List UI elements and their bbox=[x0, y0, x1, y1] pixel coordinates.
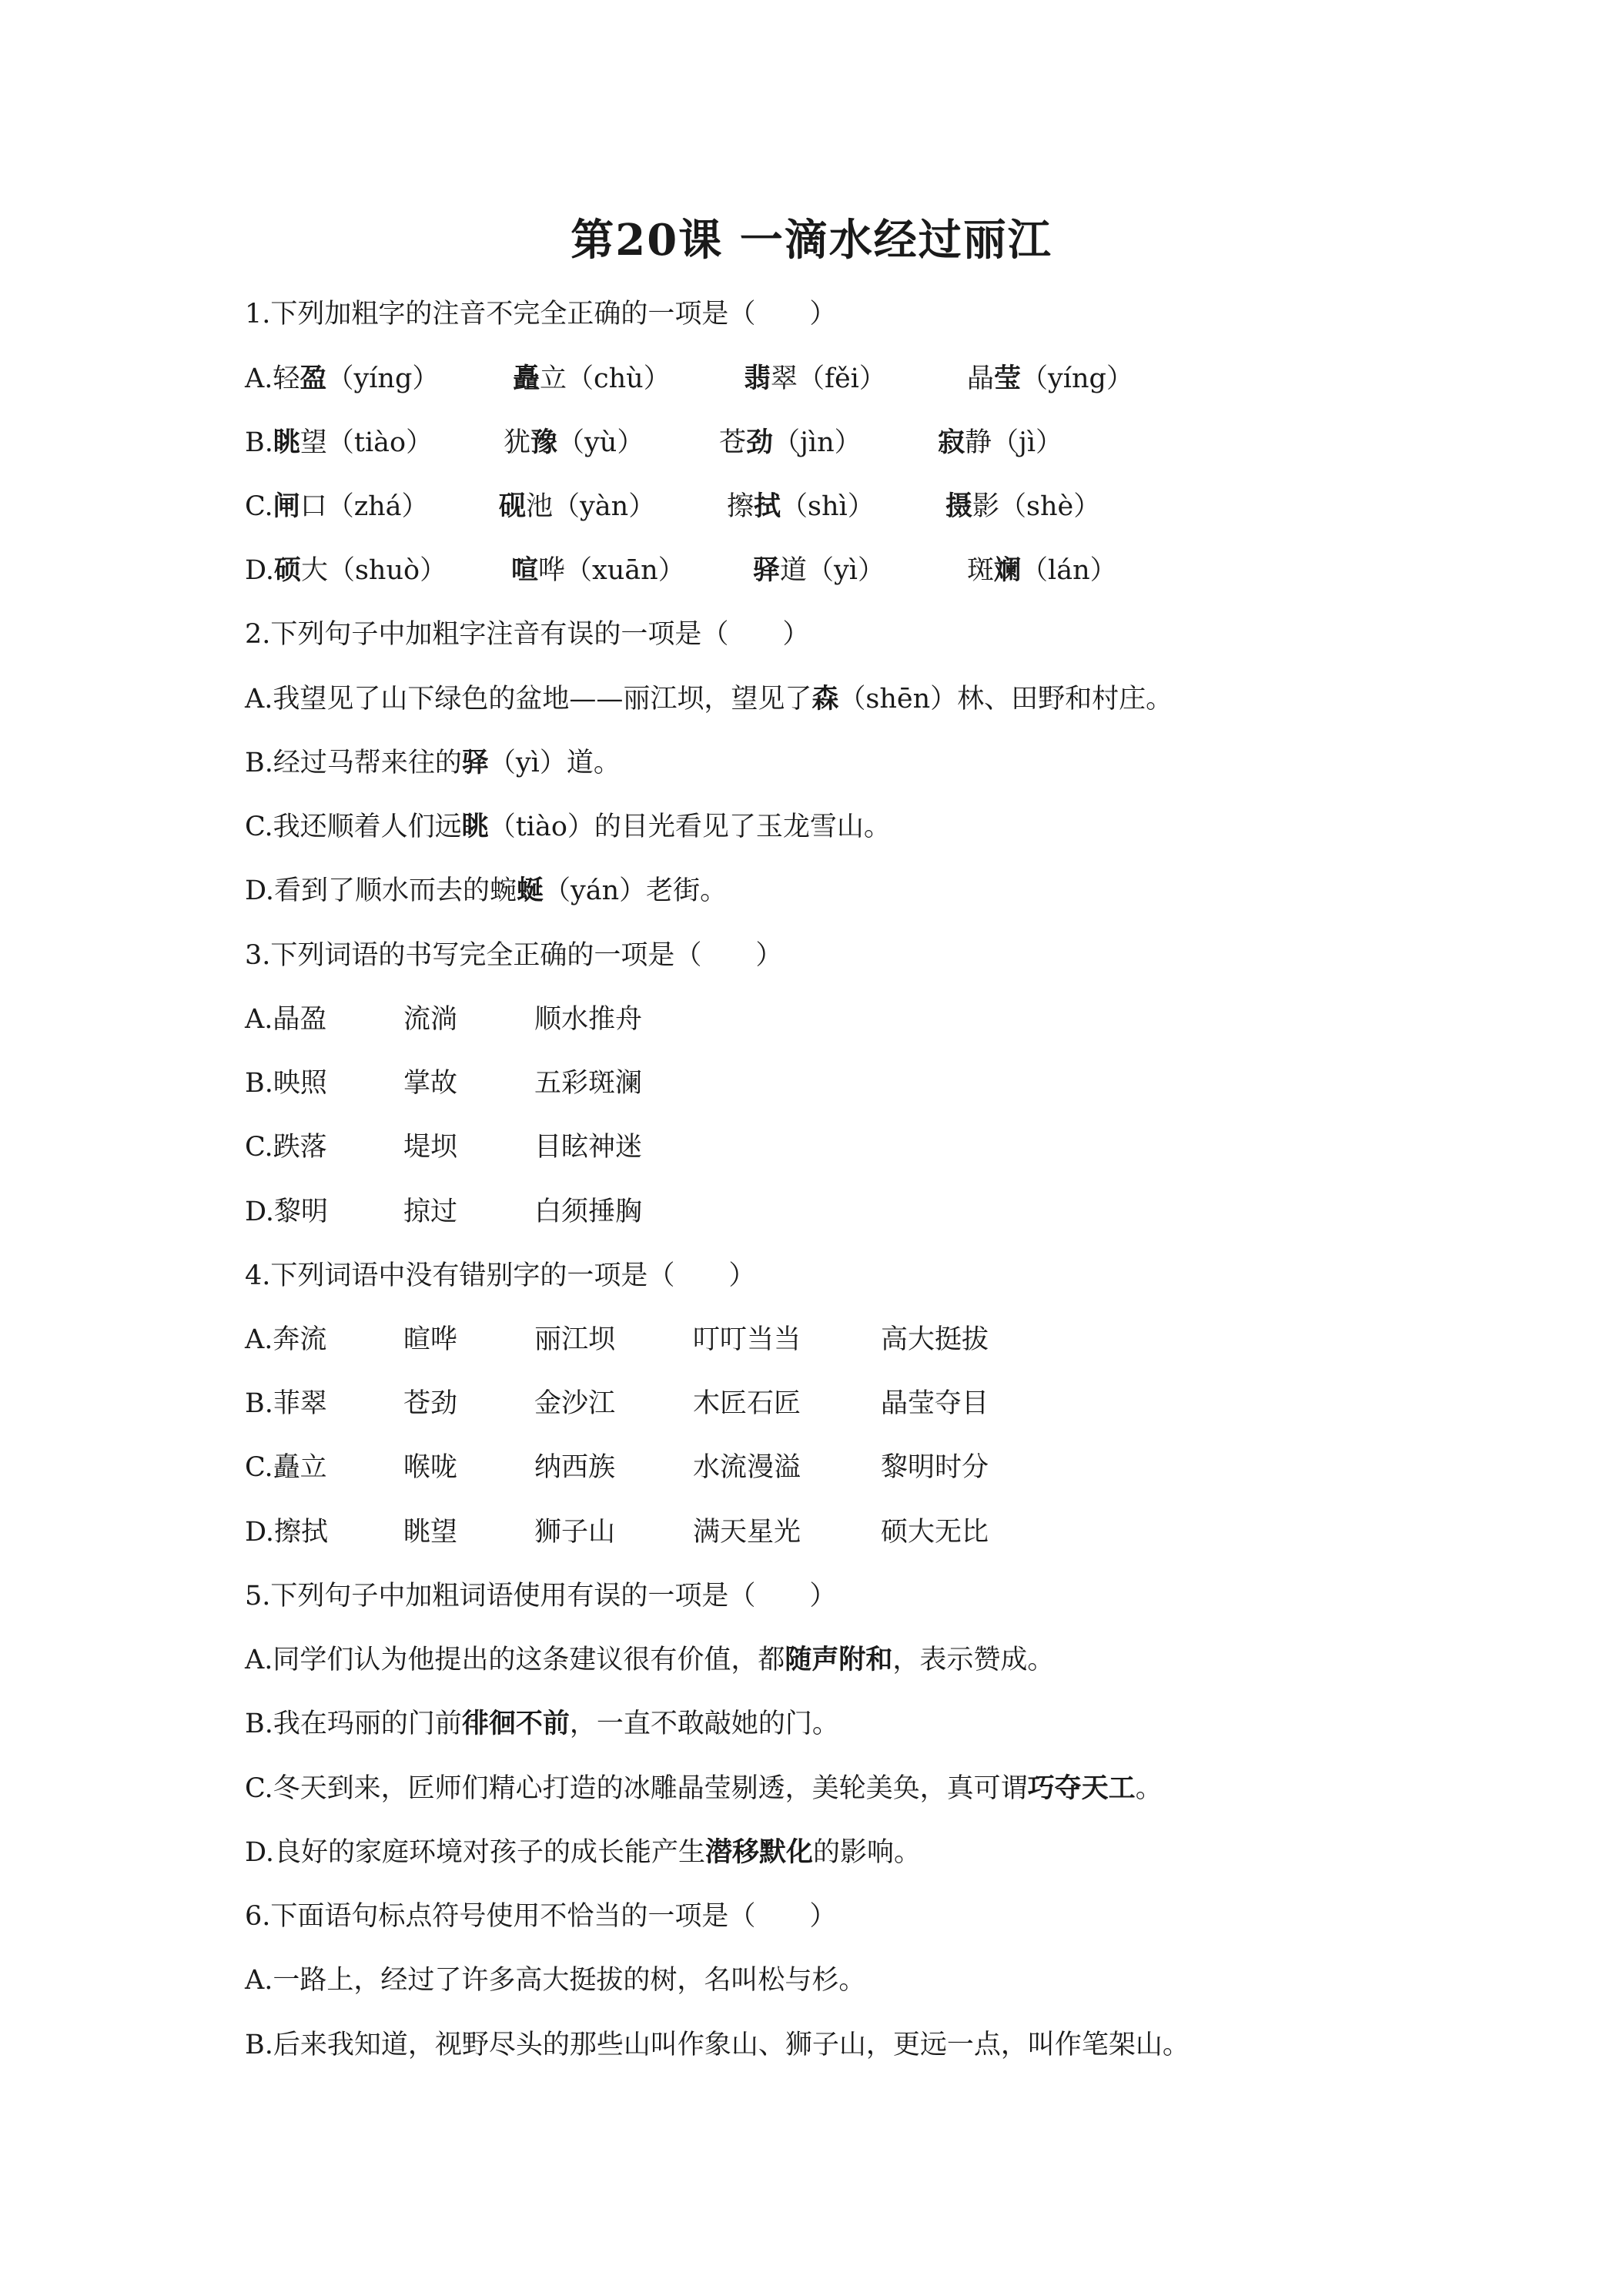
pinyin-item: 闸口（zhá） bbox=[273, 490, 429, 522]
pinyin-item: 斑斓（lán） bbox=[967, 554, 1117, 586]
pinyin-item: 犹豫（yù） bbox=[504, 427, 644, 458]
pinyin-item: 摄影（shè） bbox=[945, 490, 1101, 522]
q1-option-b: B.眺望（tiào） 犹豫（yù） 苍劲（jìn） 寂静（jì） bbox=[245, 427, 1063, 458]
pinyin-item: 轻盈（yíng） bbox=[273, 363, 440, 394]
q1-stem: 1.下列加粗字的注音不完全正确的一项是（ ） bbox=[245, 299, 837, 330]
q2-stem: 2.下列句子中加粗字注音有误的一项是（ ） bbox=[245, 619, 810, 650]
q5-option-d: D.良好的家庭环境对孩子的成长能产生潜移默化的影响。 bbox=[245, 1836, 921, 1868]
pinyin-item: 硕大（shuò） bbox=[273, 554, 447, 586]
pinyin-item: 砚池（yàn） bbox=[499, 490, 656, 522]
q1-option-a: A.轻盈（yíng） 矗立（chù） 翡翠（fěi） 晶莹（yíng） bbox=[245, 363, 1133, 394]
q4-option-b: B.菲翠 苍劲 金沙江 木匠石匠 晶莹夺目 bbox=[245, 1388, 989, 1419]
q6-stem: 6.下面语句标点符号使用不恰当的一项是（ ） bbox=[245, 1901, 837, 1932]
q6-option-b: B.后来我知道，视野尽头的那些山叫作象山、狮子山，更远一点，叫作笔架山。 bbox=[245, 2030, 1190, 2060]
pinyin-item: 翡翠（fěi） bbox=[744, 363, 886, 394]
q3-option-b: B.映照 掌故 五彩斑澜 bbox=[245, 1068, 643, 1099]
q2-option-b: B.经过马帮来往的驿（yì）道。 bbox=[245, 747, 621, 778]
pinyin-item: 擦拭（shì） bbox=[727, 490, 875, 522]
q3-option-d: D.黎明 掠过 白须捶胸 bbox=[245, 1197, 643, 1227]
pinyin-item: 喧哗（xuān） bbox=[511, 554, 685, 586]
pinyin-item: 寂静（jì） bbox=[938, 427, 1063, 458]
q2-option-a: A.我望见了山下绿色的盆地——丽江坝，望见了森（shēn）林、田野和村庄。 bbox=[245, 683, 1173, 715]
q4-stem: 4.下列词语中没有错别字的一项是（ ） bbox=[245, 1260, 756, 1291]
q3-option-a: A.晶盈 流淌 顺水推舟 bbox=[245, 1004, 643, 1035]
q4-option-c: C.矗立 喉咙 纳西族 水流漫溢 黎明时分 bbox=[245, 1452, 989, 1483]
q4-option-d: D.擦拭 眺望 狮子山 满天星光 硕大无比 bbox=[245, 1517, 989, 1548]
q3-stem: 3.下列词语的书写完全正确的一项是（ ） bbox=[245, 940, 783, 971]
q5-option-b: B.我在玛丽的门前徘徊不前，一直不敢敲她的门。 bbox=[245, 1708, 839, 1739]
q5-stem: 5.下列句子中加粗词语使用有误的一项是（ ） bbox=[245, 1581, 837, 1612]
pinyin-item: 矗立（chù） bbox=[513, 363, 671, 394]
q2-option-d: D.看到了顺水而去的蜿蜒（yán）老街。 bbox=[245, 875, 728, 906]
q5-option-c: C.冬天到来，匠师们精心打造的冰雕晶莹剔透，美轮美奂，真可谓巧夺天工。 bbox=[245, 1772, 1163, 1804]
q3-option-c: C.跌落 堤坝 目眩神迷 bbox=[245, 1132, 643, 1163]
q5-option-a: A.同学们认为他提出的这条建议很有价值，都随声附和，表示赞成。 bbox=[245, 1644, 1055, 1675]
q1-option-d: D.硕大（shuò） 喧哗（xuān） 驿道（yì） 斑斓（lán） bbox=[245, 554, 1117, 586]
q4-option-a: A.奔流 暄哗 丽江坝 叮叮当当 高大挺拔 bbox=[245, 1324, 989, 1355]
pinyin-item: 驿道（yì） bbox=[753, 554, 885, 586]
q2-option-c: C.我还顺着人们远眺（tiào）的目光看见了玉龙雪山。 bbox=[245, 811, 891, 842]
page-title: 第20课 一滴水经过丽江 bbox=[571, 215, 1052, 266]
q6-option-a: A.一路上，经过了许多高大挺拔的树，名叫松与杉。 bbox=[245, 1965, 866, 1996]
pinyin-item: 眺望（tiào） bbox=[273, 427, 433, 458]
pinyin-item: 晶莹（yíng） bbox=[967, 363, 1133, 394]
q1-option-c: C.闸口（zhá） 砚池（yàn） 擦拭（shì） 摄影（shè） bbox=[245, 490, 1101, 522]
pinyin-item: 苍劲（jìn） bbox=[719, 427, 862, 458]
